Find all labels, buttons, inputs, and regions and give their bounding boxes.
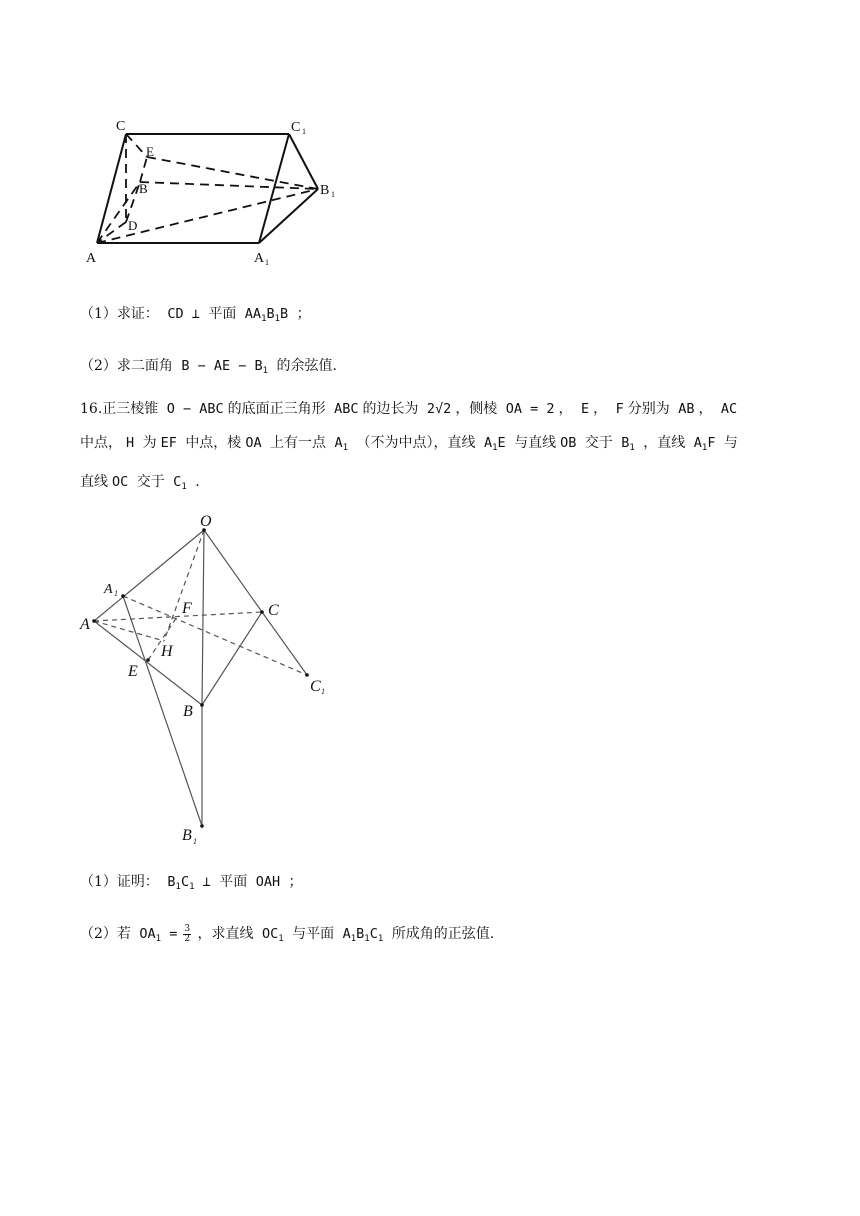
q16-line1: 16.正三棱锥 O − ABC 的底面正三角形 ABC 的边长为 2√2 ，侧棱 OA = 2 ， E ， F 分别为 AB ， AC xyxy=(80,401,738,417)
q15-part1: （1）求证： CD ⊥ 平面 $AA_1B_1B$ ； xyxy=(80,306,311,324)
q16-part2: （2）若 $OA_1$ = $\frac{3}{2}$ ，求直线 $OC_1$ 与平面 $A_1B_1C_1$ 所成角的正弦值. xyxy=(80,923,495,944)
figure-pyramid xyxy=(75,505,345,855)
q16-statement xyxy=(80,392,786,504)
label-b1-sub: 1 xyxy=(193,837,197,846)
label-a: A xyxy=(86,251,97,266)
label-a1: A xyxy=(104,582,113,597)
label-d: D xyxy=(128,218,138,233)
q15-part2: （2）求二面角 B − AE − $B_1$ 的余弦值. xyxy=(80,358,337,376)
label-c1: C xyxy=(291,120,301,135)
label-a1-sub: 1 xyxy=(265,258,269,267)
label-b1-sub: 1 xyxy=(331,190,335,199)
label-a1: A xyxy=(254,251,265,266)
label-c: C xyxy=(268,602,279,619)
label-f: F xyxy=(182,600,192,617)
label-h: H xyxy=(161,643,173,660)
label-e: E xyxy=(146,144,154,159)
pyramid-diagram xyxy=(75,505,345,855)
label-o: O xyxy=(200,513,212,530)
label-c1-sub: 1 xyxy=(302,127,306,136)
q16-part1: （1）证明： $B_1C_1$ ⊥ 平面 OAH ； xyxy=(80,874,303,892)
label-c1: C xyxy=(310,678,321,695)
label-a: A xyxy=(80,616,90,633)
label-b1: B xyxy=(320,183,330,198)
label-c: C xyxy=(116,119,126,134)
prism-diagram xyxy=(70,110,370,270)
label-e: E xyxy=(128,663,138,680)
label-b: B xyxy=(183,703,193,720)
q16-line2: 中点， H 为 EF 中点，棱 OA 上有一点 $A_1$ （不为中点），直线 $A_1E$ 与直线 OB 交于 $B_1$ ，直线 $A_1F$ 与 xyxy=(80,435,738,453)
label-b1: B xyxy=(182,827,192,844)
fraction-3-2: $\frac{3}{2}$ xyxy=(184,923,191,944)
figure-prism xyxy=(70,110,370,270)
label-c1-sub: 1 xyxy=(321,687,325,696)
label-a1-sub: 1 xyxy=(114,589,118,598)
q16-line3: 直线 OC 交于 $C_1$ . xyxy=(80,474,200,492)
label-b: B xyxy=(139,181,148,196)
